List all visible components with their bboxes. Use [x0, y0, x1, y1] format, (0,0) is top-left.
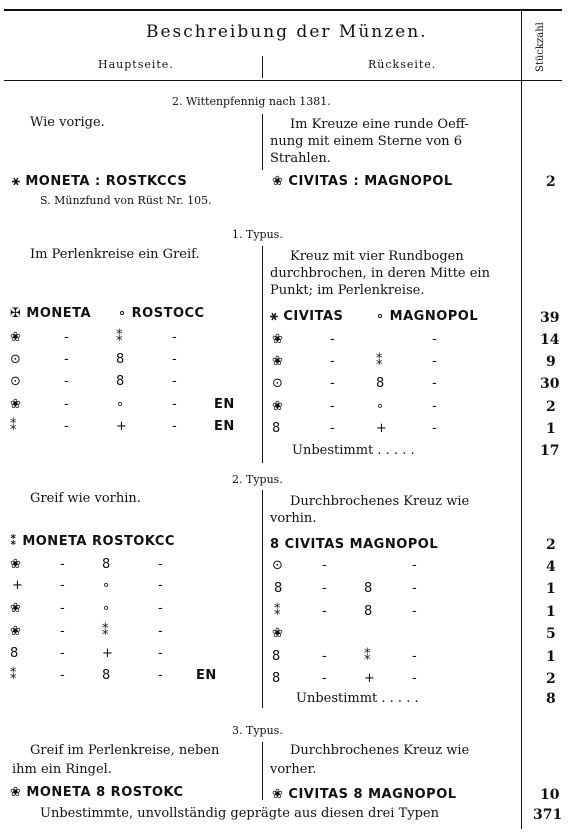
- dash: -: [412, 581, 417, 596]
- obverse-mark: ⁑: [102, 624, 109, 639]
- section-divider: [262, 246, 263, 463]
- dash: -: [172, 419, 177, 434]
- reverse-mark: ⊙: [272, 376, 283, 391]
- dash: -: [60, 557, 65, 572]
- reverse-mark: 8: [272, 671, 281, 686]
- dash: -: [60, 601, 65, 616]
- reverse-description-line: Durchbrochenes Kreuz wie: [290, 743, 470, 758]
- count-value: 2: [546, 399, 556, 415]
- dash: -: [172, 330, 177, 345]
- reverse-mark: +: [376, 421, 387, 436]
- section-title: 1. Typus.: [232, 228, 283, 241]
- count-value: 371: [533, 807, 563, 823]
- obverse-mark: EN: [214, 397, 235, 412]
- obverse-mark: 8: [10, 646, 19, 661]
- dash: -: [330, 354, 335, 369]
- dash: -: [330, 332, 335, 347]
- dash: -: [432, 376, 437, 391]
- dash: -: [330, 376, 335, 391]
- count-value: 30: [540, 376, 560, 392]
- reverse-description-line: Punkt; im Perlenkreise.: [270, 283, 425, 298]
- obverse-mark: ❀: [10, 330, 21, 345]
- dash: -: [322, 581, 327, 596]
- section-divider: [262, 490, 263, 708]
- dash: -: [64, 352, 69, 367]
- undetermined-label: Unbestimmt . . . . .: [296, 691, 419, 706]
- dash: -: [172, 397, 177, 412]
- obverse-mark: ⊙: [10, 352, 21, 367]
- reverse-mark: 8: [272, 649, 281, 664]
- count-value: 2: [546, 537, 556, 553]
- dash: -: [158, 557, 163, 572]
- obverse-mark: ❀: [10, 624, 21, 639]
- dash: -: [60, 578, 65, 593]
- dash: -: [64, 330, 69, 345]
- dash: -: [330, 421, 335, 436]
- header-middle-rule: [262, 56, 263, 78]
- reverse-mark: ❀: [272, 626, 283, 641]
- reverse-description-line: Im Kreuze eine runde Oeff-: [290, 117, 469, 132]
- count-value: 4: [546, 559, 556, 575]
- obverse-mark: +: [102, 646, 113, 661]
- obverse-mark: +: [116, 419, 127, 434]
- obverse-description: Wie vorige.: [30, 115, 105, 130]
- dash: -: [172, 352, 177, 367]
- count-value: 1: [546, 649, 556, 665]
- count-value: 1: [546, 421, 556, 437]
- reference-note: S. Münzfund von Rüst Nr. 105.: [40, 194, 212, 207]
- count-value: 17: [540, 443, 560, 459]
- dash: -: [64, 374, 69, 389]
- dash: -: [322, 649, 327, 664]
- reverse-legend: ❀ CIVITAS 8 MAGNOPOL: [272, 787, 457, 802]
- reverse-description-line: Strahlen.: [270, 151, 331, 166]
- reverse-description-line: vorher.: [270, 762, 317, 777]
- obverse-description-line: ihm ein Ringel.: [12, 762, 112, 777]
- count-column-rule: [521, 9, 522, 829]
- dash: -: [412, 558, 417, 573]
- dash: -: [432, 332, 437, 347]
- reverse-header: Rückseite.: [368, 58, 437, 71]
- reverse-description-line: nung mit einem Sterne von 6: [270, 134, 462, 149]
- obverse-legend: ∘ ROSTOCC: [118, 306, 205, 321]
- reverse-legend: ❀ CIVITAS : MAGNOPOL: [272, 174, 453, 189]
- reverse-mark: 8: [274, 581, 283, 596]
- section-title: 2. Wittenpfennig nach 1381.: [172, 95, 331, 108]
- count-value: 2: [546, 671, 556, 687]
- dash: -: [172, 374, 177, 389]
- reverse-mark: ⊙: [272, 558, 283, 573]
- dash: -: [432, 399, 437, 414]
- dash: -: [322, 604, 327, 619]
- dash: -: [158, 601, 163, 616]
- dash: -: [330, 399, 335, 414]
- dash: -: [322, 671, 327, 686]
- obverse-legend: ✠ MONETA: [10, 306, 92, 321]
- dash: -: [432, 354, 437, 369]
- obverse-mark: 8: [116, 374, 125, 389]
- obverse-mark: +: [12, 578, 23, 593]
- reverse-description-line: durchbrochen, in deren Mitte ein: [270, 266, 490, 281]
- count-value: 39: [540, 310, 560, 326]
- reverse-legend: ⚹ CIVITAS: [270, 309, 344, 324]
- obverse-mark: 8: [102, 557, 111, 572]
- obverse-mark: ⁑: [116, 330, 123, 345]
- reverse-legend: 8 CIVITAS MAGNOPOL: [270, 537, 439, 552]
- obverse-legend: ❀ MONETA 8 ROSTOKC: [10, 785, 184, 800]
- obverse-description: Im Perlenkreise ein Greif.: [30, 247, 200, 262]
- obverse-description: Greif wie vorhin.: [30, 491, 141, 506]
- count-value: 14: [540, 332, 560, 348]
- top-rule: [4, 9, 562, 11]
- count-header: Stückzahl: [535, 22, 546, 72]
- section-title: 3. Typus.: [232, 724, 283, 737]
- obverse-mark: ∘: [116, 397, 125, 412]
- reverse-mark: ❀: [272, 354, 283, 369]
- dash: -: [158, 578, 163, 593]
- dash: -: [158, 668, 163, 683]
- final-note: Unbestimmte, unvollständig geprägte aus diesen drei Typen: [40, 806, 439, 821]
- obverse-mark: ∘: [102, 578, 111, 593]
- undetermined-label: Unbestimmt . . . . .: [292, 443, 415, 458]
- section-divider: [262, 114, 263, 170]
- count-value: 1: [546, 581, 556, 597]
- obverse-mark: 8: [102, 668, 111, 683]
- table-title: Beschreibung der Münzen.: [146, 22, 428, 42]
- section-title: 2. Typus.: [232, 473, 283, 486]
- obverse-legend: ⁑ MONETA ROSTOKCC: [10, 534, 175, 549]
- reverse-mark: 8: [364, 604, 373, 619]
- obverse-description-line: Greif im Perlenkreise, neben: [30, 743, 220, 758]
- dash: -: [158, 646, 163, 661]
- reverse-description-line: vorhin.: [270, 511, 317, 526]
- reverse-mark: ❀: [272, 399, 283, 414]
- dash: -: [60, 624, 65, 639]
- dash: -: [412, 671, 417, 686]
- count-value: 8: [546, 691, 556, 707]
- dash: -: [60, 646, 65, 661]
- header-bottom-rule: [4, 80, 562, 81]
- count-value: 1: [546, 604, 556, 620]
- obverse-legend: ⚹ MONETA : ROSTKCCS: [12, 174, 188, 189]
- reverse-mark: +: [364, 671, 375, 686]
- obverse-mark: ⁑: [10, 668, 17, 683]
- obverse-mark: ❀: [10, 397, 21, 412]
- reverse-mark: ⁑: [274, 604, 281, 619]
- obverse-mark: 8: [116, 352, 125, 367]
- count-value: 2: [546, 174, 556, 190]
- obverse-mark: ❀: [10, 601, 21, 616]
- obverse-header: Hauptseite.: [98, 58, 174, 71]
- reverse-description-line: Kreuz mit vier Rundbogen: [290, 249, 464, 264]
- count-value: 9: [546, 354, 556, 370]
- reverse-mark: ∘: [376, 399, 385, 414]
- dash: -: [158, 624, 163, 639]
- reverse-mark: 8: [364, 581, 373, 596]
- reverse-mark: ⁑: [364, 649, 371, 664]
- dash: -: [412, 604, 417, 619]
- obverse-mark: EN: [214, 419, 235, 434]
- obverse-mark: ❀: [10, 557, 21, 572]
- dash: -: [432, 421, 437, 436]
- count-value: 10: [540, 787, 560, 803]
- reverse-mark: 8: [272, 421, 281, 436]
- reverse-mark: ⁑: [376, 354, 383, 369]
- dash: -: [412, 649, 417, 664]
- obverse-mark: ∘: [102, 601, 111, 616]
- count-value: 5: [546, 626, 556, 642]
- obverse-mark: EN: [196, 668, 217, 683]
- dash: -: [60, 668, 65, 683]
- reverse-mark: ❀: [272, 332, 283, 347]
- dash: -: [322, 558, 327, 573]
- obverse-mark: ⊙: [10, 374, 21, 389]
- section-divider: [262, 742, 263, 800]
- dash: -: [64, 397, 69, 412]
- reverse-description-line: Durchbrochenes Kreuz wie: [290, 494, 470, 509]
- obverse-mark: ⁑: [10, 419, 17, 434]
- reverse-mark: 8: [376, 376, 385, 391]
- reverse-legend: ∘ MAGNOPOL: [376, 309, 479, 324]
- dash: -: [64, 419, 69, 434]
